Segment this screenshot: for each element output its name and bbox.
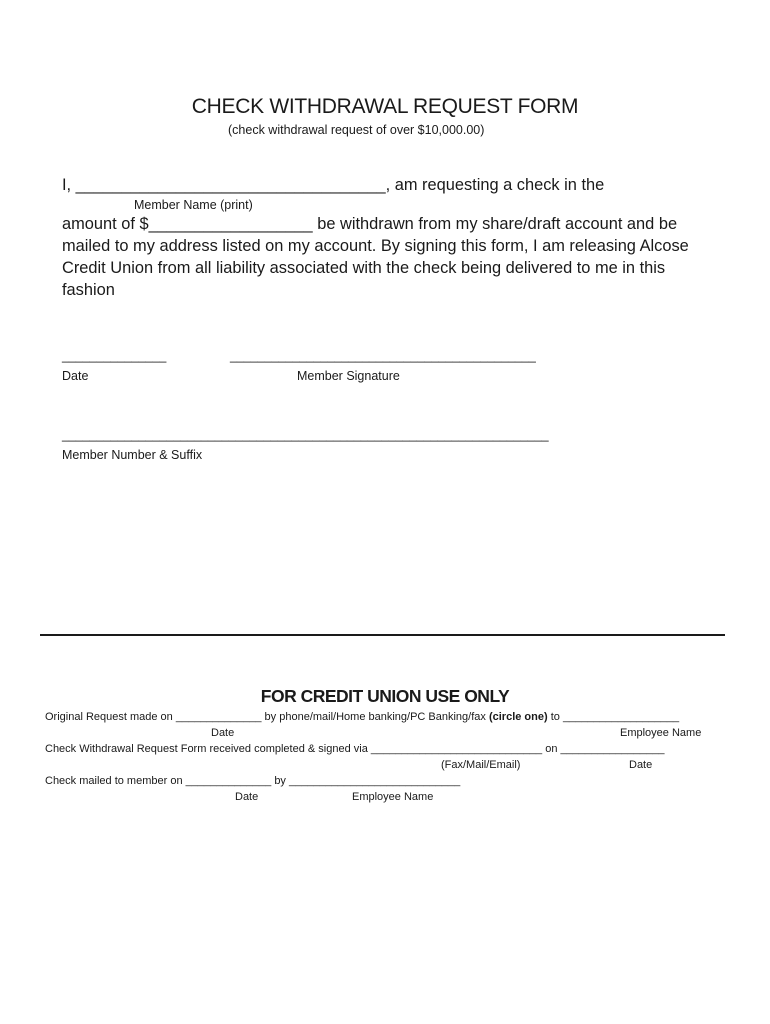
date-line[interactable]: _______________ (62, 349, 167, 363)
date-label: Date (62, 369, 89, 383)
statement-line-3: mailed to my address listed on my account. By signing this form, I am releasing Alcose (62, 237, 689, 255)
statement-line-5: fashion (62, 281, 115, 299)
signature-label: Member Signature (297, 369, 400, 383)
member-name-caption: Member Name (print) (134, 198, 253, 212)
receipt-date-label: Date (629, 759, 653, 771)
receipt-method-label: (Fax/Mail/Email) (441, 759, 521, 771)
credit-union-section-title: FOR CREDIT UNION USE ONLY (260, 686, 510, 706)
statement-line-4: Credit Union from all liability associated with the check being delivered to me in this (62, 259, 666, 277)
check-mailed-row: Check mailed to member on ______________ by ____________________________ (45, 775, 461, 787)
circle-one-note: (circle one) (488, 711, 548, 723)
statement-line-2: amount of $__________________ be withdrawn from my share/draft account and be (62, 215, 678, 233)
section-divider (40, 634, 725, 636)
form-subtitle: (check withdrawal request of over $10,000.00) (228, 123, 485, 137)
request-date-label: Date (211, 727, 235, 739)
statement-line-1: I, __________________________________, am requesting a check in the (62, 176, 605, 194)
member-number-label: Member Number & Suffix (62, 448, 203, 462)
request-employee-label: Employee Name (620, 727, 702, 739)
mailed-date-label: Date (235, 791, 259, 803)
form-title: CHECK WITHDRAWAL REQUEST FORM (191, 95, 579, 118)
signature-line[interactable]: ____________________________________________ (230, 349, 536, 363)
mailed-employee-label: Employee Name (352, 791, 434, 803)
original-request-text: Original Request made on ______________ by phone/mail/Home banking/PC Banking/fax (45, 711, 489, 723)
original-request-row (45, 711, 679, 723)
member-number-line[interactable]: ______________________________________________________________________ (62, 428, 549, 442)
form-received-row: Check Withdrawal Request Form received completed & signed via ____________________________ on _________________ (45, 743, 665, 755)
employee-blank: to ___________________ (547, 711, 680, 723)
